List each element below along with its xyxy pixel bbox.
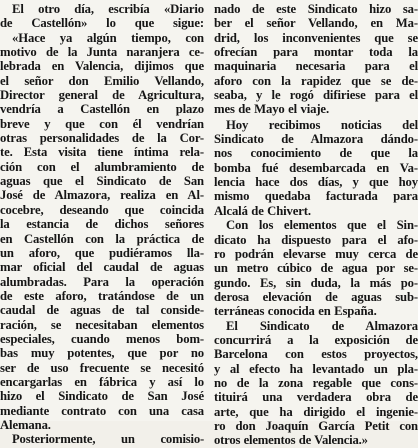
text-line: Alemana. <box>0 417 51 432</box>
text-line: aforo con la rapidez que se de- <box>214 73 418 88</box>
text-line: mediante contrato con una casa <box>0 403 204 418</box>
text-line: nado de este Sindicato hizo sa- <box>214 2 418 16</box>
text-line: Con los elementos que el Sin- <box>226 218 418 233</box>
text-line: motivo de la Junta naranjera ce- <box>0 45 204 60</box>
text-line: El Sindicato de Almazora <box>226 318 418 333</box>
text-line: Alcalá de Chivert. <box>214 203 311 218</box>
text-line: nos conocimiento de que la <box>214 146 418 161</box>
text-line: caudal de aguas de tal conside- <box>0 303 204 318</box>
text-line: drid, los inconvenientes que se <box>214 30 418 45</box>
right-column <box>214 2 418 448</box>
text-line: mes de Mayo el viaje. <box>214 102 329 117</box>
text-line: la estancia de dichos señores <box>0 217 204 232</box>
text-line: de Castellón» lo que sigue: <box>0 16 204 31</box>
text-line: Director general de Agricultura, <box>0 88 204 103</box>
text-line: lencia hace dos días, y que hoy <box>214 175 418 190</box>
text-line: concurrirá a la exposición de <box>214 332 418 347</box>
text-line: ro podrán elevarse muy cerca de <box>214 246 418 261</box>
text-line: hizo el Sindicato de San José <box>0 389 204 404</box>
text-line: Hoy recibimos noticias del <box>226 117 418 132</box>
text-line: encargarlas en fábrica y así lo <box>0 374 204 389</box>
text-line: Sindicato de Almazora dándo- <box>214 132 418 147</box>
left-column <box>0 2 204 447</box>
text-line: mar oficial del caudal de aguas <box>0 260 204 275</box>
text-line: no de la zona regable que cons- <box>214 375 418 390</box>
text-line: mismo quedaba facturada para <box>214 189 418 204</box>
text-line: vendría a Castellón en plazo <box>0 102 204 117</box>
text-line: El otro día, escribía «Diario <box>12 2 204 16</box>
text-line: un aforo, que pudiéramos lla- <box>0 245 204 260</box>
text-line: ción con el alumbramiento de <box>0 159 204 174</box>
text-line: breve y que con él vendrían <box>0 116 204 131</box>
text-line: Barcelona con estos proyectos, <box>214 347 418 362</box>
text-line: bas muy potentes, que por no <box>0 346 204 361</box>
text-line: José de Almazora, realiza en Al- <box>0 188 204 203</box>
text-line: alumbradas. Para la operación <box>0 274 204 289</box>
text-line: Posteriormente, un comisio- <box>12 432 204 447</box>
text-line: terráneas conocida en España. <box>214 304 377 319</box>
text-line: el señor don Emilio Vellando, <box>0 73 204 88</box>
text-line: derosa elevación de aguas sub- <box>214 289 418 304</box>
text-line: especiales, cuando menos bom- <box>0 331 204 346</box>
text-line: tituirá una verdadera obra de <box>214 390 418 405</box>
text-line: aguas que el Sindicato de San <box>0 174 204 189</box>
text-line: ro don Joaquín García Petit con <box>214 418 418 433</box>
text-line: de este aforo, tratándose de un <box>0 288 204 303</box>
text-line: bomba fué desembarcada en Va- <box>214 160 418 175</box>
text-line: seaba, y le rogó difiriese para el <box>214 88 418 103</box>
text-line: lebrada en Valencia, dijimos que <box>0 59 204 74</box>
text-line: cocebre, deseando que coincida <box>0 202 204 217</box>
text-line: arte, que ha dirigido el ingenie- <box>214 404 418 419</box>
text-line: te. Esta visita tiene íntima rela- <box>0 145 204 160</box>
text-line: «Hace ya algún tiempo, con <box>12 30 204 45</box>
text-line: ración, se necesitaban elementos <box>0 317 204 332</box>
text-line: otras personalidades de la Cor- <box>0 131 204 146</box>
text-line: maquinaria necesaria para el <box>214 59 418 74</box>
text-line: ber el señor Vellando, en Ma- <box>214 16 418 31</box>
text-line: otros elementos de Valencia.» <box>214 433 368 448</box>
text-line: un metro cúbico de agua por se- <box>214 261 418 276</box>
text-line: ofrecían para montar toda la <box>214 45 418 60</box>
text-line: ser de uso frecuente se necesitó <box>0 360 204 375</box>
text-line: gundo. Es, sin duda, la más po- <box>214 275 418 290</box>
text-line: en Castellón con la práctica de <box>0 231 204 246</box>
text-line: dicato ha dispuesto para el afo- <box>214 232 418 247</box>
text-line: y al efecto ha levantado un pla- <box>214 361 418 376</box>
